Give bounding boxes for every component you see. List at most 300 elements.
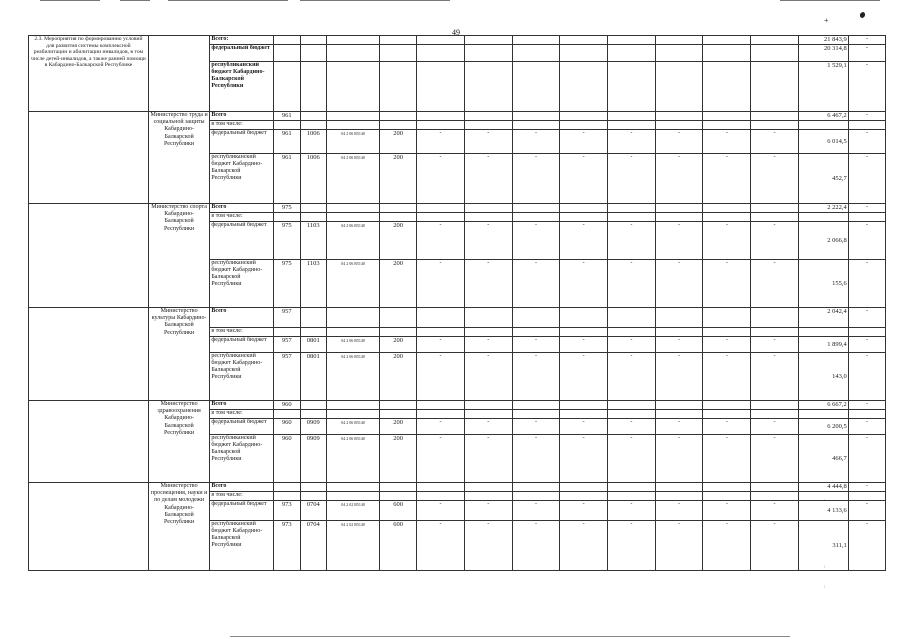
empty-cell bbox=[655, 308, 703, 328]
empty-cell bbox=[512, 121, 560, 130]
grbs-cell: 957 bbox=[273, 353, 300, 401]
empty-cell bbox=[512, 213, 560, 222]
dash-cell: - bbox=[655, 260, 703, 308]
dash-cell: - bbox=[608, 435, 656, 483]
dash-cell: - bbox=[417, 435, 465, 483]
dash-cell: - bbox=[560, 260, 608, 308]
empty-cell bbox=[655, 328, 703, 337]
empty-cell bbox=[273, 36, 300, 45]
empty-cell bbox=[327, 204, 380, 213]
empty-cell bbox=[608, 401, 656, 410]
csr-cell: 04 2 06 R5140 bbox=[327, 260, 380, 308]
empty-cell bbox=[380, 45, 417, 62]
empty-cell bbox=[300, 308, 327, 328]
dash-cell: - bbox=[464, 521, 512, 571]
empty-cell bbox=[608, 483, 656, 492]
empty-cell bbox=[608, 62, 656, 112]
empty-cell bbox=[703, 62, 751, 112]
dash-cell: - bbox=[703, 154, 751, 204]
empty-cell bbox=[512, 483, 560, 492]
dash-cell: - bbox=[703, 337, 751, 353]
empty-cell bbox=[703, 112, 751, 121]
dash-cell: - bbox=[848, 308, 885, 328]
vr-cell: 600 bbox=[380, 501, 417, 521]
empty-cell bbox=[464, 45, 512, 62]
empty-cell bbox=[703, 213, 751, 222]
dash-cell: - bbox=[655, 222, 703, 260]
empty-cell bbox=[380, 308, 417, 328]
empty-cell bbox=[560, 213, 608, 222]
empty-cell bbox=[608, 36, 656, 45]
dash-cell: - bbox=[608, 260, 656, 308]
empty-cell bbox=[703, 121, 751, 130]
amount-cell: 4 444,8 bbox=[798, 483, 848, 492]
empty-cell bbox=[273, 328, 300, 337]
dash-cell: - bbox=[608, 521, 656, 571]
dash-cell: - bbox=[848, 112, 885, 121]
csr-cell: 04 2 06 R5140 bbox=[327, 353, 380, 401]
measure-name: 2.3. Мероприятия по формированию условий для развития системы комплексной реабилитации и абилитации инвалидов, в том числе детей-инвалидов, а также ранней помощи в Кабардино-Балкарской Республике bbox=[29, 36, 149, 112]
empty-cell bbox=[327, 328, 380, 337]
empty-cell bbox=[380, 328, 417, 337]
table-row bbox=[29, 401, 886, 410]
table-row bbox=[29, 483, 886, 492]
empty-cell bbox=[512, 45, 560, 62]
dash-cell: - bbox=[751, 435, 799, 483]
dash-cell: - bbox=[608, 337, 656, 353]
empty-cell bbox=[273, 410, 300, 419]
amount-cell: 452,7 bbox=[798, 154, 848, 204]
source-label: республиканский бюджет Кабардино-Балкарской Республики bbox=[210, 521, 274, 571]
org-name: Министерство просвещения, науки и по делам молодежи Кабардино-Балкарской Республики bbox=[148, 483, 210, 571]
amount-cell: 6 667,2 bbox=[798, 401, 848, 410]
empty-cell bbox=[417, 112, 465, 121]
empty-cell bbox=[417, 45, 465, 62]
ink-dot bbox=[859, 11, 866, 19]
dash-cell: - bbox=[703, 521, 751, 571]
empty-cell bbox=[703, 483, 751, 492]
dash-cell: - bbox=[848, 337, 885, 353]
empty-cell bbox=[608, 410, 656, 419]
grbs-cell: 957 bbox=[273, 308, 300, 328]
empty-cell bbox=[560, 483, 608, 492]
amount-cell: 6 200,5 bbox=[798, 419, 848, 435]
empty-cell bbox=[300, 204, 327, 213]
source-label: в том числе: bbox=[210, 492, 274, 501]
source-label: республиканский бюджет Кабардино-Балкарской Республики bbox=[210, 353, 274, 401]
dash-cell: - bbox=[608, 222, 656, 260]
empty-cell bbox=[751, 204, 799, 213]
dash-cell: - bbox=[512, 419, 560, 435]
empty-cell bbox=[608, 45, 656, 62]
empty-cell bbox=[327, 483, 380, 492]
dash-cell: - bbox=[417, 419, 465, 435]
empty-cell bbox=[300, 121, 327, 130]
empty-cell bbox=[703, 308, 751, 328]
empty-cell bbox=[560, 204, 608, 213]
amount-cell: 2 066,8 bbox=[798, 222, 848, 260]
empty-cell bbox=[703, 328, 751, 337]
dash-cell: - bbox=[655, 337, 703, 353]
dash-cell: - bbox=[848, 204, 885, 213]
table-row bbox=[29, 308, 886, 328]
dash-cell: - bbox=[848, 501, 885, 521]
empty-cell bbox=[273, 45, 300, 62]
dash-cell: - bbox=[560, 337, 608, 353]
empty-cell bbox=[464, 483, 512, 492]
empty-cell bbox=[380, 62, 417, 112]
grbs-cell: 975 bbox=[273, 260, 300, 308]
empty-cell bbox=[848, 328, 885, 337]
empty-cell bbox=[29, 308, 149, 401]
dash-cell: - bbox=[655, 521, 703, 571]
empty-cell bbox=[464, 112, 512, 121]
dash-cell: - bbox=[417, 222, 465, 260]
empty-cell bbox=[327, 62, 380, 112]
empty-cell bbox=[655, 62, 703, 112]
empty-cell bbox=[300, 62, 327, 112]
source-label: федеральный бюджет bbox=[210, 501, 274, 521]
amount-cell: 4 133,6 bbox=[798, 501, 848, 521]
rzpr-cell: 1006 bbox=[300, 154, 327, 204]
dash-cell: - bbox=[655, 501, 703, 521]
empty-cell bbox=[380, 410, 417, 419]
empty-cell bbox=[560, 62, 608, 112]
margin-ticks: ' bbox=[824, 500, 825, 505]
scan-top-edge bbox=[168, 0, 288, 1]
org-name: Министерство здравоохранения Кабардино-Балкарской Республики bbox=[148, 401, 210, 483]
source-label: в том числе: bbox=[210, 328, 274, 337]
empty-cell bbox=[703, 204, 751, 213]
empty-cell bbox=[703, 45, 751, 62]
dash-cell: - bbox=[848, 483, 885, 492]
empty-cell bbox=[300, 483, 327, 492]
dash-cell: - bbox=[417, 501, 465, 521]
vr-cell: 200 bbox=[380, 260, 417, 308]
grbs-cell: 961 bbox=[273, 112, 300, 121]
source-label: федеральный бюджет bbox=[210, 45, 274, 62]
rzpr-cell: 0801 bbox=[300, 353, 327, 401]
empty-cell bbox=[798, 328, 848, 337]
dash-cell: - bbox=[512, 435, 560, 483]
empty-cell bbox=[380, 483, 417, 492]
empty-cell bbox=[848, 213, 885, 222]
empty-cell bbox=[273, 492, 300, 501]
empty-cell bbox=[655, 112, 703, 121]
grbs-cell: 957 bbox=[273, 337, 300, 353]
empty-cell bbox=[608, 112, 656, 121]
empty-cell bbox=[751, 213, 799, 222]
rzpr-cell: 1006 bbox=[300, 130, 327, 154]
empty-cell bbox=[464, 328, 512, 337]
empty-cell bbox=[327, 112, 380, 121]
source-label: Всего bbox=[210, 308, 274, 328]
source-label: федеральный бюджет bbox=[210, 419, 274, 435]
grbs-cell: 975 bbox=[273, 204, 300, 213]
dash-cell: - bbox=[703, 130, 751, 154]
empty-cell bbox=[380, 204, 417, 213]
empty-cell bbox=[29, 483, 149, 571]
empty-cell bbox=[273, 213, 300, 222]
dash-cell: - bbox=[560, 419, 608, 435]
source-label: Всего bbox=[210, 204, 274, 213]
grbs-cell bbox=[273, 483, 300, 492]
empty-cell bbox=[327, 36, 380, 45]
empty-cell bbox=[751, 112, 799, 121]
empty-cell bbox=[560, 401, 608, 410]
vr-cell: 200 bbox=[380, 154, 417, 204]
empty-cell bbox=[29, 204, 149, 308]
source-label: федеральный бюджет bbox=[210, 222, 274, 260]
empty-cell bbox=[655, 492, 703, 501]
org-name: Министерство культуры Кабардино-Балкарской Республики bbox=[148, 308, 210, 401]
empty-cell bbox=[380, 492, 417, 501]
empty-cell bbox=[751, 401, 799, 410]
empty-cell bbox=[608, 308, 656, 328]
empty-cell bbox=[464, 410, 512, 419]
scan-top-edge bbox=[40, 0, 100, 1]
dash-cell: - bbox=[703, 435, 751, 483]
empty-cell bbox=[380, 112, 417, 121]
dash-cell: - bbox=[848, 419, 885, 435]
csr-cell: 04 2 02 R5140 bbox=[327, 501, 380, 521]
empty-cell bbox=[29, 112, 149, 204]
empty-cell bbox=[655, 213, 703, 222]
empty-cell bbox=[417, 204, 465, 213]
csr-cell: 04 2 06 R5140 bbox=[327, 130, 380, 154]
empty-cell bbox=[560, 492, 608, 501]
vr-cell: 600 bbox=[380, 521, 417, 571]
empty-cell bbox=[148, 36, 210, 112]
dash-cell: - bbox=[512, 222, 560, 260]
source-label: федеральный бюджет bbox=[210, 130, 274, 154]
org-name: Министерство спорта Кабардино-Балкарской Республики bbox=[148, 204, 210, 308]
empty-cell bbox=[798, 492, 848, 501]
empty-cell bbox=[608, 204, 656, 213]
dash-cell: - bbox=[464, 130, 512, 154]
source-label: в том числе: bbox=[210, 213, 274, 222]
empty-cell bbox=[417, 410, 465, 419]
amount-cell: 20 314,8 bbox=[798, 45, 848, 62]
dash-cell: - bbox=[560, 222, 608, 260]
empty-cell bbox=[273, 62, 300, 112]
scan-top-edge bbox=[300, 0, 450, 1]
empty-cell bbox=[848, 492, 885, 501]
dash-cell: - bbox=[848, 62, 885, 112]
empty-cell bbox=[608, 213, 656, 222]
csr-cell: 04 2 06 R5140 bbox=[327, 337, 380, 353]
dash-cell: - bbox=[848, 154, 885, 204]
dash-cell: - bbox=[751, 337, 799, 353]
grbs-cell: 973 bbox=[273, 521, 300, 571]
dash-cell: - bbox=[512, 501, 560, 521]
empty-cell bbox=[300, 328, 327, 337]
dash-cell: - bbox=[848, 130, 885, 154]
empty-cell bbox=[751, 36, 799, 45]
table-row bbox=[29, 36, 886, 45]
empty-cell bbox=[512, 204, 560, 213]
empty-cell bbox=[848, 121, 885, 130]
dash-cell: - bbox=[703, 353, 751, 401]
empty-cell bbox=[464, 492, 512, 501]
rzpr-cell: 0704 bbox=[300, 501, 327, 521]
dash-cell: - bbox=[417, 154, 465, 204]
dash-cell: - bbox=[512, 130, 560, 154]
csr-cell: 04 2 06 R5140 bbox=[327, 419, 380, 435]
csr-cell: 04 2 06 R5140 bbox=[327, 154, 380, 204]
empty-cell bbox=[417, 308, 465, 328]
amount-cell: 21 843,9 bbox=[798, 36, 848, 45]
empty-cell bbox=[464, 62, 512, 112]
empty-cell bbox=[464, 308, 512, 328]
empty-cell bbox=[655, 121, 703, 130]
amount-cell: 311,1 bbox=[798, 521, 848, 571]
empty-cell bbox=[327, 401, 380, 410]
dash-cell: - bbox=[608, 353, 656, 401]
source-label: Всего bbox=[210, 112, 274, 121]
amount-cell: 466,7 bbox=[798, 435, 848, 483]
empty-cell bbox=[380, 401, 417, 410]
source-label: Всего bbox=[210, 401, 274, 410]
vr-cell: 200 bbox=[380, 353, 417, 401]
empty-cell bbox=[751, 328, 799, 337]
dash-cell: - bbox=[512, 154, 560, 204]
empty-cell bbox=[512, 492, 560, 501]
empty-cell bbox=[512, 328, 560, 337]
rzpr-cell: 0909 bbox=[300, 419, 327, 435]
dash-cell: - bbox=[464, 222, 512, 260]
source-label: федеральный бюджет bbox=[210, 337, 274, 353]
dash-cell: - bbox=[751, 419, 799, 435]
empty-cell bbox=[380, 213, 417, 222]
dash-cell: - bbox=[655, 353, 703, 401]
dash-cell: - bbox=[560, 353, 608, 401]
empty-cell bbox=[560, 410, 608, 419]
table-row bbox=[29, 112, 886, 121]
dash-cell: - bbox=[512, 353, 560, 401]
amount-cell: 2 042,4 bbox=[798, 308, 848, 328]
dash-cell: - bbox=[417, 130, 465, 154]
corner-mark: + bbox=[824, 16, 829, 25]
empty-cell bbox=[300, 112, 327, 121]
empty-cell bbox=[417, 483, 465, 492]
dash-cell: - bbox=[655, 154, 703, 204]
dash-cell: - bbox=[655, 435, 703, 483]
empty-cell bbox=[417, 36, 465, 45]
amount-cell: 6 467,2 bbox=[798, 112, 848, 121]
empty-cell bbox=[512, 401, 560, 410]
empty-cell bbox=[417, 401, 465, 410]
vr-cell: 200 bbox=[380, 130, 417, 154]
dash-cell: - bbox=[751, 353, 799, 401]
empty-cell bbox=[417, 121, 465, 130]
empty-cell bbox=[655, 483, 703, 492]
amount-cell: 143,0 bbox=[798, 353, 848, 401]
empty-cell bbox=[464, 36, 512, 45]
grbs-cell: 961 bbox=[273, 154, 300, 204]
dash-cell: - bbox=[512, 337, 560, 353]
dash-cell: - bbox=[848, 353, 885, 401]
amount-cell: 1 529,1 bbox=[798, 62, 848, 112]
empty-cell bbox=[300, 492, 327, 501]
empty-cell bbox=[798, 121, 848, 130]
empty-cell bbox=[560, 36, 608, 45]
empty-cell bbox=[417, 213, 465, 222]
page-number: 49 bbox=[452, 28, 460, 37]
grbs-cell: 973 bbox=[273, 501, 300, 521]
dash-cell: - bbox=[751, 260, 799, 308]
empty-cell bbox=[300, 36, 327, 45]
empty-cell bbox=[798, 410, 848, 419]
empty-cell bbox=[327, 492, 380, 501]
dash-cell: - bbox=[417, 521, 465, 571]
grbs-cell: 960 bbox=[273, 401, 300, 410]
empty-cell bbox=[512, 112, 560, 121]
dash-cell: - bbox=[560, 501, 608, 521]
dash-cell: - bbox=[464, 154, 512, 204]
empty-cell bbox=[703, 401, 751, 410]
grbs-cell: 960 bbox=[273, 435, 300, 483]
empty-cell bbox=[848, 410, 885, 419]
source-label: республиканский бюджет Кабардино-Балкарской Республики bbox=[210, 154, 274, 204]
dash-cell: - bbox=[848, 260, 885, 308]
empty-cell bbox=[417, 492, 465, 501]
dash-cell: - bbox=[703, 222, 751, 260]
empty-cell bbox=[380, 36, 417, 45]
org-name: Министерство труда и социальной защиты Кабардино-Балкарской Республики bbox=[148, 112, 210, 204]
empty-cell bbox=[560, 308, 608, 328]
empty-cell bbox=[751, 62, 799, 112]
vr-cell: 200 bbox=[380, 435, 417, 483]
rzpr-cell: 1103 bbox=[300, 260, 327, 308]
empty-cell bbox=[464, 401, 512, 410]
rzpr-cell: 0801 bbox=[300, 337, 327, 353]
empty-cell bbox=[703, 410, 751, 419]
empty-cell bbox=[560, 121, 608, 130]
csr-cell: 04 2 06 R5140 bbox=[327, 222, 380, 260]
csr-cell: 04 2 06 R5140 bbox=[327, 435, 380, 483]
empty-cell bbox=[512, 308, 560, 328]
empty-cell bbox=[751, 483, 799, 492]
empty-cell bbox=[560, 328, 608, 337]
empty-cell bbox=[655, 45, 703, 62]
amount-cell: 6 014,5 bbox=[798, 130, 848, 154]
empty-cell bbox=[300, 410, 327, 419]
vr-cell: 200 bbox=[380, 419, 417, 435]
dash-cell: - bbox=[751, 521, 799, 571]
csr-cell: 04 2 02 R5140 bbox=[327, 521, 380, 571]
grbs-cell: 960 bbox=[273, 419, 300, 435]
dash-cell: - bbox=[848, 401, 885, 410]
dash-cell: - bbox=[417, 337, 465, 353]
empty-cell bbox=[464, 213, 512, 222]
empty-cell bbox=[327, 45, 380, 62]
empty-cell bbox=[608, 121, 656, 130]
dash-cell: - bbox=[464, 337, 512, 353]
empty-cell bbox=[655, 401, 703, 410]
empty-cell bbox=[751, 492, 799, 501]
scan-bottom-edge bbox=[230, 636, 790, 637]
rzpr-cell: 1103 bbox=[300, 222, 327, 260]
grbs-cell: 961 bbox=[273, 130, 300, 154]
dash-cell: - bbox=[464, 419, 512, 435]
dash-cell: - bbox=[848, 435, 885, 483]
source-label: республиканский бюджет Кабардино-Балкарской Республики bbox=[210, 435, 274, 483]
empty-cell bbox=[560, 112, 608, 121]
empty-cell bbox=[608, 328, 656, 337]
dash-cell: - bbox=[703, 260, 751, 308]
empty-cell bbox=[655, 410, 703, 419]
